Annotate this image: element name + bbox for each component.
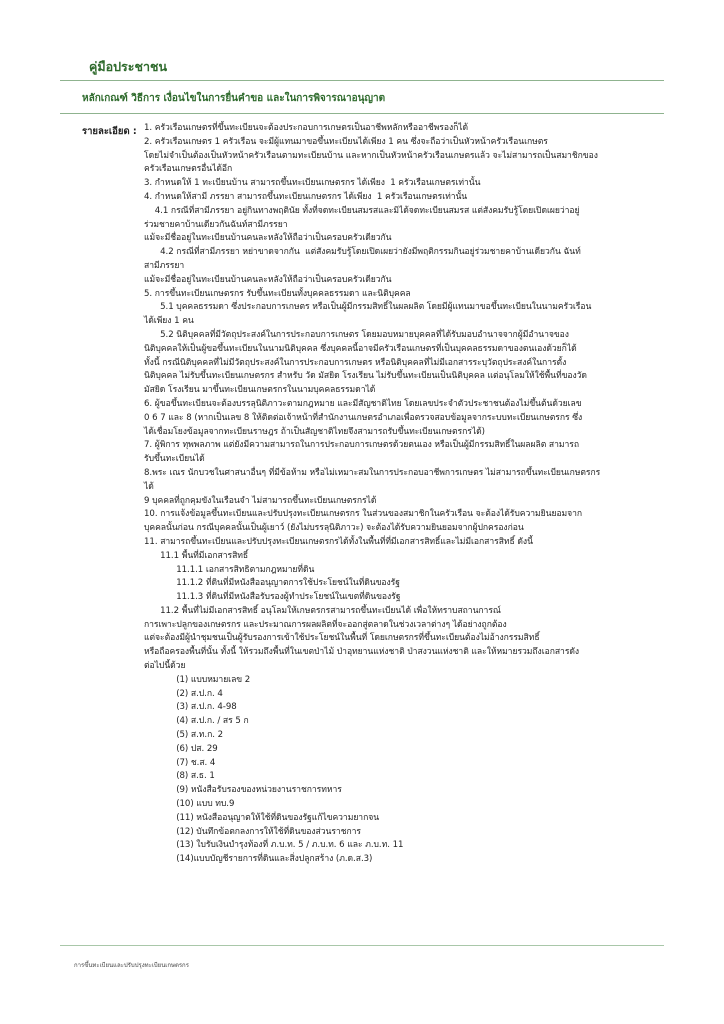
detail-line: (5) ส.ท.ก. 2	[144, 730, 224, 741]
detail-line: (11) หนังสืออนุญาตให้ใช้ที่ดินของรัฐแก้ไขความยากจน	[144, 812, 380, 823]
detail-line: 11.1.2 ที่ดินที่มีหนังสืออนุญาตการใช้ประโยชน์ในที่ดินของรัฐ	[144, 578, 400, 589]
detail-line: (6) ปส. 29	[144, 743, 218, 754]
footer-text: การขึ้นทะเบียนและปรับปรุงทะเบียนเกษตรกร	[74, 962, 189, 969]
detail-line: 10. การแจ้งข้อมูลขึ้นทะเบียนและปรับปรุงทะเบียนเกษตรกร ในส่วนของสมาชิกในครัวเรือน จะต้องได้รับความยินยอมจาก	[144, 509, 583, 520]
detail-line: (1) แบบหมายเลข 2	[144, 674, 251, 685]
detail-line: การเพาะปลูกของเกษตรกร และประมาณการผลผลิตที่จะออกสู่ตลาดในช่วงเวลาต่างๆ ได้อย่างถูกต้อง	[144, 619, 507, 630]
detail-line: ได้	[144, 481, 154, 492]
section-divider	[60, 113, 664, 114]
detail-line: 11.1.1 เอกสารสิทธิตามกฎหมายที่ดิน	[144, 564, 315, 575]
section-title: หลักเกณฑ์ วิธีการ เงื่อนไขในการยื่นคำขอ และในการพิจารณาอนุญาต	[82, 93, 386, 104]
detail-line: มัสยิด โรงเรียน มาขึ้นทะเบียนเกษตรกรในนามบุคคลธรรมดาได้	[144, 385, 376, 396]
detail-line: 7. ผู้พิการ ทุพพลภาพ แต่ยังมีความสามารถในการประกอบการเกษตรด้วยตนเอง หรือเป็นผู้มีกรรมสิทธิ์ในผลผลิต สามารถ	[144, 440, 579, 451]
detail-line: โดยไม่จำเป็นต้องเป็นหัวหน้าครัวเรือนตามทะเบียนบ้าน และหากเป็นหัวหน้าครัวเรือนเกษตรแล้ว จะไม่สามารถเป็นสมาชิกของ	[144, 150, 598, 161]
detail-line: สามีภรรยา	[144, 260, 185, 271]
detail-line: ครัวเรือนเกษตรอื่นได้อีก	[144, 164, 233, 175]
detail-line: ได้เชื่อมโยงข้อมูลจากทะเบียนราษฎร ถ้าเป็นสัญชาติไทยจึงสามารถรับขึ้นทะเบียนเกษตรกรได้)	[144, 426, 485, 437]
detail-line: แต่จะต้องมีผู้นำชุมชนเป็นผู้รับรองการเข้าใช้ประโยชน์ในพื้นที่ โดยเกษตรกรที่ขึ้นทะเบียนต้องไม่อ้างกรรมสิทธิ์	[144, 633, 540, 644]
header-divider	[60, 80, 664, 81]
detail-line: 11.2 พื้นที่ไม่มีเอกสารสิทธิ์ อนุโลมให้เกษตรกรสามารถขึ้นทะเบียนได้ เพื่อให้ทราบสถานการณ์	[144, 605, 501, 616]
detail-line: (7) ช.ส. 4	[144, 757, 216, 768]
detail-line: 11.1 พื้นที่มีเอกสารสิทธิ์	[144, 550, 249, 561]
detail-line: นิติบุคคลให้เป็นผู้ขอขึ้นทะเบียนในนามนิติบุคคล ซึ่งบุคคลนี้อาจมีครัวเรือนเกษตรที่เป็นบุคคลธรรมดาของตนเองด้วยก็ได้	[144, 343, 577, 354]
detail-line: 4. กำหนดให้สามี ภรรยา สามารถขึ้นทะเบียนเกษตรกร ได้เพียง 1 ครัวเรือนเกษตรเท่านั้น	[144, 191, 468, 202]
detail-label: รายละเอียด :	[82, 126, 137, 137]
detail-line: 4.2 กรณีที่สามีภรรยา หย่าขาดจากกัน แต่สังคมรับรู้โดยเปิดเผยว่ายังมีพฤติกรรมกินอยู่ร่วมชายคาบ้านเดียวกัน ฉันท์	[144, 247, 581, 258]
detail-line: 11.1.3 ที่ดินที่มีหนังสือรับรองผู้ทำประโยชน์ในเขตที่ดินของรัฐ	[144, 592, 401, 603]
detail-line: ต่อไปนี้ด้วย	[144, 661, 186, 672]
detail-line: (2) ส.ป.ก. 4	[144, 688, 223, 699]
detail-line: (10) แบบ ทบ.9	[144, 799, 235, 810]
detail-body	[144, 122, 654, 867]
detail-line: 2. ครัวเรือนเกษตร 1 ครัวเรือน จะมีผู้แทนมาขอขึ้นทะเบียนได้เพียง 1 คน ซึ่งจะถือว่าเป็นหัวหน้าครัวเรือนเกษตร	[144, 136, 548, 147]
detail-line: 1. ครัวเรือนเกษตรที่ขึ้นทะเบียนจะต้องประกอบการเกษตรเป็นอาชีพหลักหรืออาชีพรองก็ได้	[144, 123, 469, 133]
detail-line: (8) ส.ธ. 1	[144, 771, 215, 782]
detail-line: 5.2 นิติบุคคลที่มีวัตถุประสงค์ในการประกอบการเกษตร โดยมอบหมายบุคคลที่ได้รับมอบอำนาจจากผู้มีอำนาจของ	[144, 329, 569, 340]
detail-line: ร่วมชายคาบ้านเดียวกันฉันท์สามีภรรยา	[144, 219, 288, 230]
detail-line: แม้จะมีชื่ออยู่ในทะเบียนบ้านคนละหลังให้ถือว่าเป็นครอบครัวเดียวกัน	[144, 274, 392, 285]
detail-line: บุคคลนั้นก่อน กรณีบุคคลนั้นเป็นผู้เยาว์ (ยังไม่บรรลุนิติภาวะ) จะต้องได้รับความยินยอมจากผู้ปกครองก่อน	[144, 523, 524, 534]
detail-line: รับขึ้นทะเบียนได้	[144, 454, 205, 465]
detail-line: 5.1 บุคคลธรรมดา ซึ่งประกอบการเกษตร หรือเป็นผู้มีกรรมสิทธิ์ในผลผลิต โดยมีผู้แทนมาขอขึ้นทะเบียนในนามครัวเรือน	[144, 302, 592, 313]
detail-line: 0 6 7 และ 8 (หากเป็นเลข 8 ให้ติดต่อเจ้าหน้าที่สำนักงานเกษตรอำเภอเพื่อตรวจสอบข้อมูลจากระบบทะเบียนเกษตรกร ซึ่ง	[144, 412, 583, 423]
detail-line: (12) บันทึกข้อตกลงการให้ใช้ที่ดินของส่วนราชการ	[144, 826, 361, 837]
detail-line: (4) ส.ป.ก. / สร 5 ก	[144, 716, 249, 727]
detail-line: หรือถือครองพื้นที่นั้น ทั้งนี้ ให้รวมถึงพื้นที่ในเขตป่าไม้ ป่าอุทยานแห่งชาติ ป่าสงวนแห่งชาติ และให้หมายรวมถึงเอกสารดัง	[144, 647, 580, 658]
detail-line: 6. ผู้ขอขึ้นทะเบียนจะต้องบรรลุนิติภาวะตามกฎหมาย และมีสัญชาติไทย โดยเลขประจำตัวประชาชนต้องไม่ขึ้นต้นด้วยเลข	[144, 398, 582, 409]
detail-line: นิติบุคคล ไม่รับขึ้นทะเบียนเกษตรกร สำหรับ วัด มัสยิด โรงเรียน ไม่รับขึ้นทะเบียนเป็นนิติบุคคล แต่อนุโลมให้ใช้พื้นที่ของวัด	[144, 371, 587, 382]
detail-line: 4.1 กรณีที่สามีภรรยา อยู่กินทางพฤตินัย ทั้งที่จดทะเบียนสมรสและมิได้จดทะเบียนสมรส แต่สังคมรับรู้โดยเปิดเผยว่าอยู่	[144, 205, 580, 216]
detail-line: แม้จะมีชื่ออยู่ในทะเบียนบ้านคนละหลังให้ถือว่าเป็นครอบครัวเดียวกัน	[144, 233, 392, 244]
detail-line: 9 บุคคลที่ถูกคุมขังในเรือนจำ ไม่สามารถขึ้นทะเบียนเกษตรกรได้	[144, 495, 377, 506]
detail-line: ทั้งนี้ กรณีนิติบุคคลที่ไม่มีวัตถุประสงค์ในการประกอบการเกษตร หรือนิติบุคคลที่ไม่มีเอกสารระบุวัตถุประสงค์ในการตั้ง	[144, 357, 567, 368]
detail-line: (3) ส.ป.ก. 4-98	[144, 702, 237, 713]
page-title: คู่มือประชาชน	[89, 59, 168, 74]
detail-line: (9) หนังสือรับรองของหน่วยงานราชการทหาร	[144, 785, 342, 796]
detail-line: (13) ใบรับเงินบำรุงท้องที่ ภ.บ.ท. 5 / ภ.บ.ท. 6 และ ภ.บ.ท. 11	[144, 840, 404, 851]
footer-divider	[60, 945, 664, 946]
detail-line: 3. กำหนดให้ 1 ทะเบียนบ้าน สามารถขึ้นทะเบียนเกษตรกร ได้เพียง 1 ครัวเรือนเกษตรเท่านั้น	[144, 178, 481, 189]
detail-line: 5. การขึ้นทะเบียนเกษตรกร รับขึ้นทะเบียนทั้งบุคคลธรรมดา และนิติบุคคล	[144, 288, 411, 299]
detail-line: (14)แบบบัญชีรายการที่ดินและสิ่งปลูกสร้าง (ภ.ด.ส.3)	[144, 854, 373, 865]
detail-line: 8.พระ เณร นักบวชในศาสนาอื่นๆ ที่มีข้อห้าม หรือไม่เหมาะสมในการประกอบอาชีพการเกษตร ไม่สามารถขึ้นทะเบียนเกษตรกร	[144, 467, 601, 478]
detail-line: 11. สามารถขึ้นทะเบียนและปรับปรุงทะเบียนเกษตรกรได้ทั้งในพื้นที่ที่มีเอกสารสิทธิ์และไม่มีเอกสารสิทธิ์ ดังนี้	[144, 536, 533, 547]
detail-line: ได้เพียง 1 คน	[144, 316, 194, 327]
